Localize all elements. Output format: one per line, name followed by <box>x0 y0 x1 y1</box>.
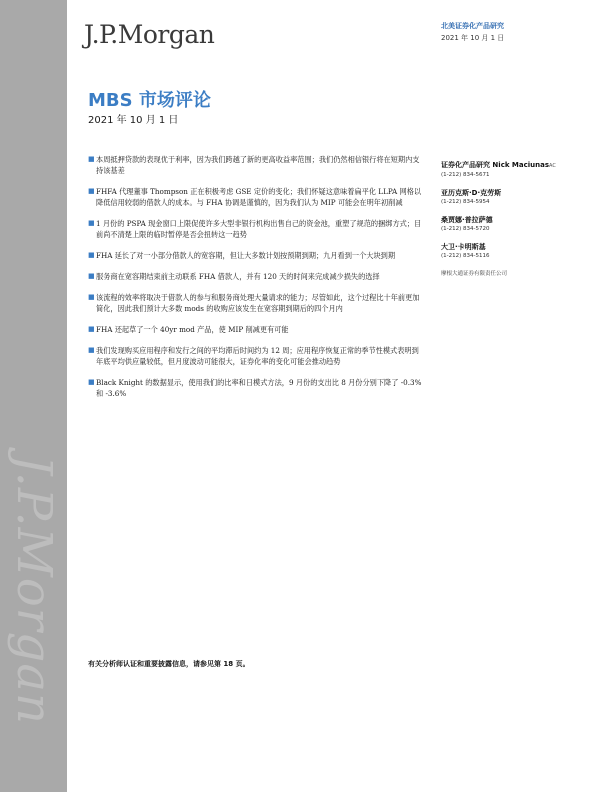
bullet-text: 服务商在宽容期结束前主动联系 FHA 借款人，并有 120 天的时间来完成减少损失的选择 <box>96 272 380 281</box>
contact-phone: (1-212) 834-5720 <box>441 226 490 232</box>
bullet-icon: ■ <box>88 272 95 280</box>
bullet-item <box>88 324 424 335</box>
contact-phone: (1-212) 834-5671 <box>441 172 490 178</box>
bullet-text: FHA 还起草了一个 40yr mod 产品，使 MIP 削减更有可能 <box>96 325 289 334</box>
header-info <box>441 20 504 44</box>
bullet-text: Black Knight 的数据显示，使用我们的比率和日模式方法，9 月份的支出比 8 月份分别下降了 -0.3% 和 -3.6% <box>96 378 422 398</box>
bullet-icon: ■ <box>88 155 95 163</box>
bullet-item <box>88 345 424 367</box>
bullet-icon: ■ <box>88 187 95 195</box>
analyst-contacts <box>441 160 601 277</box>
bullet-icon: ■ <box>88 346 95 354</box>
bullet-item <box>88 271 424 282</box>
page-subtitle-date: 2021 年 10 月 1 日 <box>88 115 179 126</box>
company-logo: J.P.Morgan <box>84 20 215 49</box>
contact-role: AC <box>549 163 556 169</box>
bullet-item <box>88 154 424 176</box>
bullet-item <box>88 218 424 240</box>
bullet-icon: ■ <box>88 378 95 386</box>
contact-phone: (1-212) 834-5954 <box>441 199 490 205</box>
bullet-item <box>88 377 424 399</box>
contact-entry <box>441 215 601 233</box>
bullet-text: 该流程的效率将取决于借款人的参与和服务商处理大量请求的能力；尽管如此，这个过程比十年前更加简化，因此我们预计大多数 mods 的收购应该发生在宽容期到期后的四个月内 <box>96 293 420 313</box>
contact-phone: (1-212) 834-5116 <box>441 253 490 259</box>
bullet-item <box>88 186 424 208</box>
bullet-text: FHA 延长了对一小部分借款人的宽容期，但让大多数计划按预期到期；九月看到一个大块到期 <box>96 251 396 260</box>
contact-name: 桑贾娜·普拉萨德 <box>441 216 493 224</box>
bullet-icon: ■ <box>88 293 95 301</box>
bullet-list <box>88 154 424 409</box>
contact-name: 证券化产品研究 Nick MaciunasAC <box>441 161 556 169</box>
bullet-text: 本周抵押贷款的表现优于利率，因为我们跨越了新的更高收益率范围；我们仍然相信银行将在短期内支持该基差 <box>96 155 420 175</box>
bullet-item <box>88 250 424 261</box>
sidebar-band <box>0 0 67 792</box>
bullet-icon: ■ <box>88 325 95 333</box>
contact-entry <box>441 188 601 206</box>
contact-entry <box>441 242 601 260</box>
bullet-text: 1 月份的 PSPA 现金窗口上限促使许多大型非银行机构出售自己的资金池，重塑了规范的捆绑方式；目前尚不清楚上限的临时暂停是否会扭转这一趋势 <box>96 219 422 239</box>
header-date: 2021 年 10 月 1 日 <box>441 34 505 42</box>
disclosure-note: 有关分析师认证和重要披露信息，请参见第 18 页。 <box>88 660 250 668</box>
bullet-icon: ■ <box>88 251 95 259</box>
firm-name: 摩根大通证券有限责任公司 <box>441 271 508 277</box>
contact-name: 大卫·卡明斯基 <box>441 243 486 251</box>
contact-entry <box>441 160 601 179</box>
bullet-icon: ■ <box>88 219 95 227</box>
logo-watermark: J.P.Morgan <box>6 455 62 725</box>
page-title: MBS 市场评论 <box>88 90 211 111</box>
bullet-item <box>88 292 424 314</box>
department-label: 北美证券化产品研究 <box>441 22 504 30</box>
bullet-text: FHFA 代理董事 Thompson 正在积极考虑 GSE 定价的变化；我们怀疑这意味着扁平化 LLPA 网格以降低信用较弱的借款人的成本。与 FHA 协调是谨慎的，因为我们认为 MIP 可能会在明年初削减 <box>96 187 422 207</box>
bullet-text: 我们发现购买应用程序和发行之间的平均滞后时间约为 12 周；应用程序恢复正常的季节性模式表明到年底平均供应量较低，但月度波动可能很大，证券化率的变化可能会推动趋势 <box>96 346 419 366</box>
contact-name: 亚历克斯·D·克劳斯 <box>441 189 502 197</box>
